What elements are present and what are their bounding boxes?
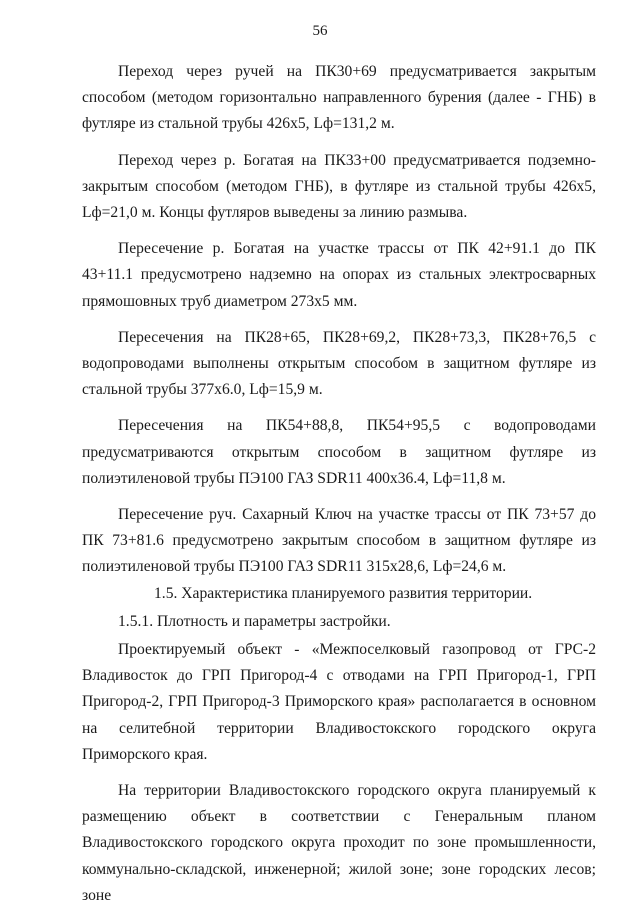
paragraph-water-pipe-crossings-pk54: Пересечения на ПК54+88,8, ПК54+95,5 с водопроводами предусматриваются открытым способом в защитном футляре из полиэтиленовой трубы ПЭ100 ГАЗ SDR11 400х36.4, Lф=11,8 м. [82,417,596,487]
page-number: 56 [312,23,328,39]
paragraph-river-crossing-aboveground: Пересечение р. Богатая на участке трассы от ПК 42+91.1 до ПК 43+11.1 предусмотрено надземно на опорах из стальных электросварных прямошовных труб диаметром 273х5 мм. [82,240,596,310]
page-body [82,59,596,919]
paragraph-stream-crossing-pk73: Пересечение руч. Сахарный Ключ на участке трассы от ПК 73+57 до ПК 73+81.6 предусмотрено закрытым способом в защитном футляре из полиэтиленовой трубы ПЭ100 ГАЗ SDR11 315х28,6, Lф=24,6 м. [82,506,596,576]
subsection-heading: 1.5.1. Плотность и параметры застройки. [118,612,391,630]
section-title: Характеристика планируемого развития территории. [181,584,533,602]
paragraph-stream-crossing: Переход через ручей на ПК30+69 предусматривается закрытым способом (методом горизонтально направленного бурения (далее - ГНБ) в футляре из стальной трубы 426х5, Lф=131,2 м. [82,63,596,133]
paragraph-project-object: Проектируемый объект - «Межпоселковый газопровод от ГРС-2 Владивосток до ГРП Пригород-4 с отводами на ГРП Пригород-1, ГРП Пригород-2, ГРП Пригород-3 Приморского края» располагается в основном на селитебной территории Владивостокского городского округа Приморского края. [82,641,596,763]
paragraph-water-pipe-crossings-pk28: Пересечения на ПК28+65, ПК28+69,2, ПК28+73,3, ПК28+76,5 с водопроводами выполнены открытым способом в защитном футляре из стальной трубы 377х6.0, Lф=15,9 м. [82,328,596,399]
section-heading [82,581,596,607]
paragraph-river-crossing-pk33: Переход через р. Богатая на ПК33+00 предусматривается подземно-закрытым способом (методом ГНБ), в футляре из стальной трубы 426х5, Lф=21,0 м. Концы футляров выведены за линию размыва. [82,151,596,222]
paragraph-territory-zones: На территории Владивостокского городского округа планируемый к размещению объект в соответствии с Генеральным планом Владивостокского городского округа проходит по зоне промышленности, коммунально-складской, инженерной; жилой зоне; зоне городских лесов; зоне [82,782,596,904]
section-number: 1.5. [154,584,178,602]
